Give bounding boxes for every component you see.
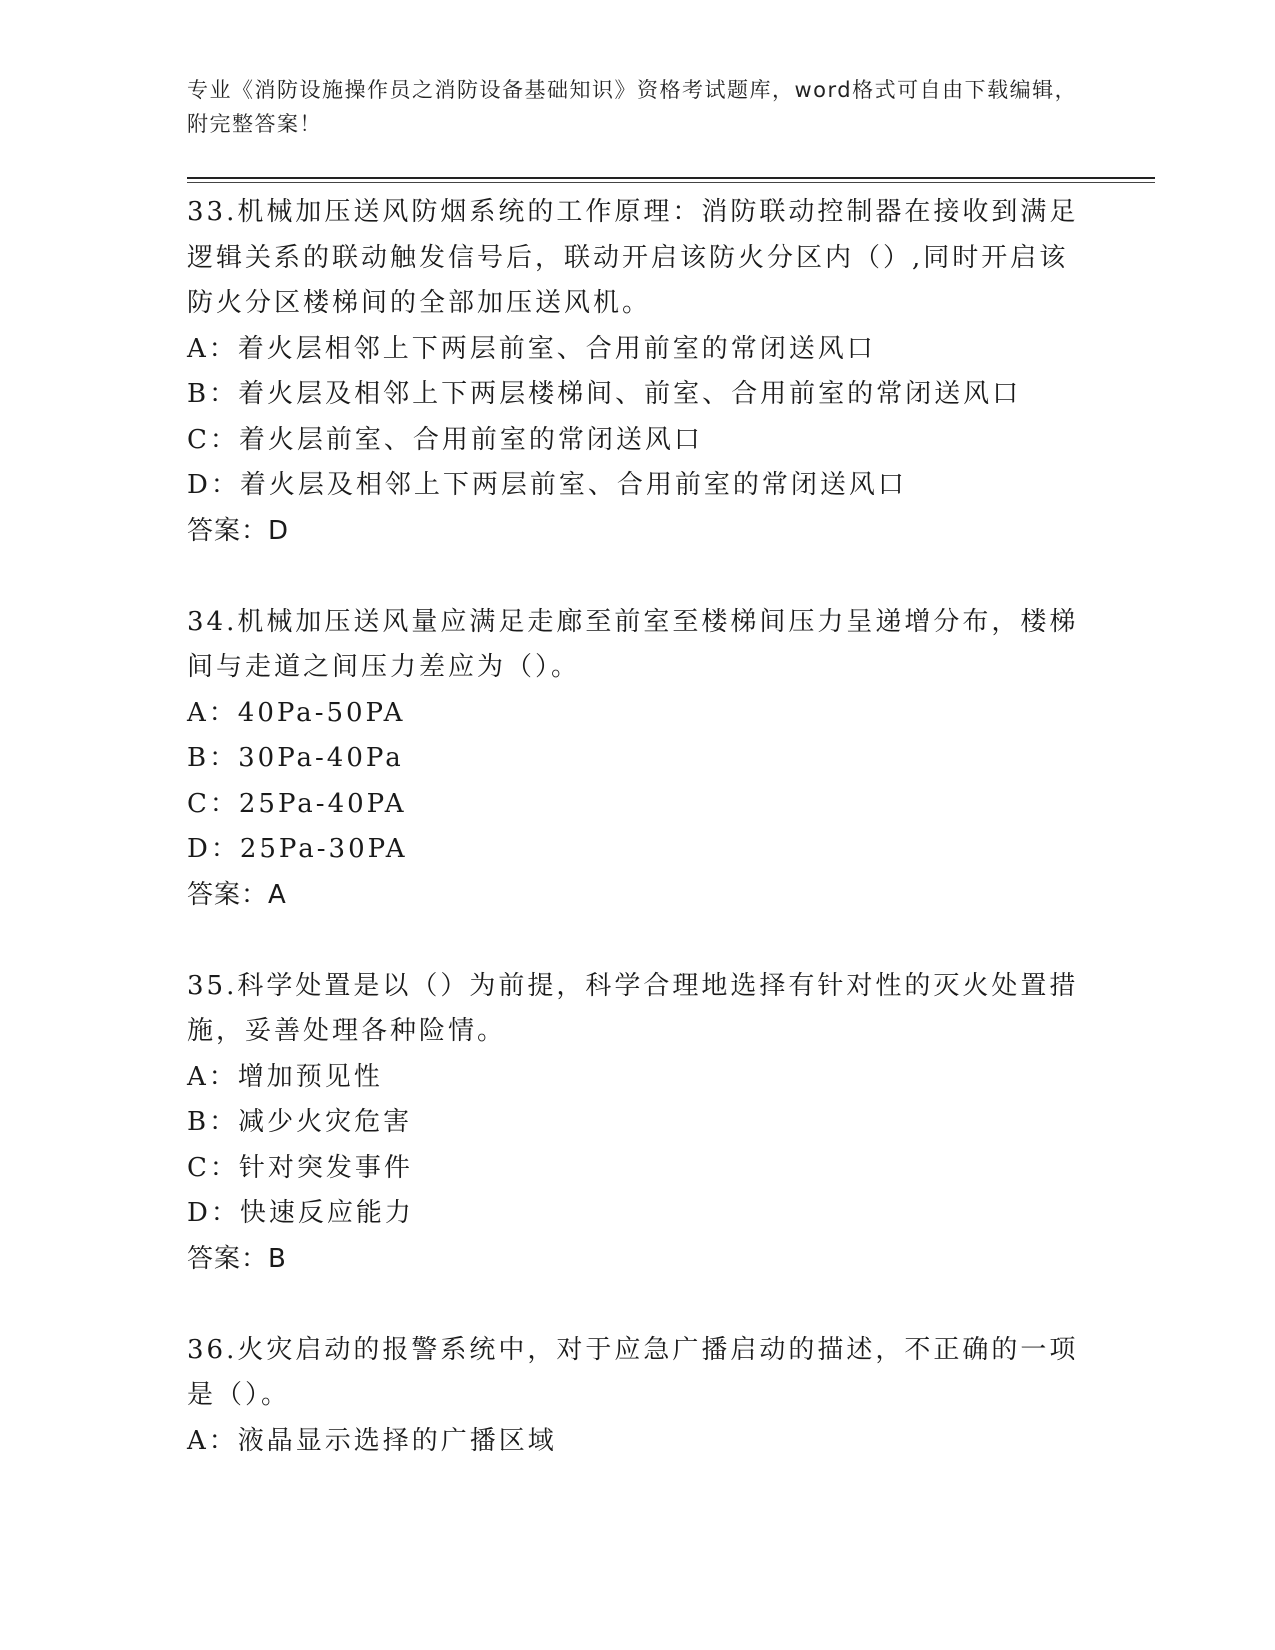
option-b: B：着火层及相邻上下两层楼梯间、前室、合用前室的常闭送风口 (187, 379, 1022, 409)
answer-line: 答案：D (187, 515, 290, 546)
option-a: A：增加预见性 (187, 1061, 383, 1092)
document-header (187, 73, 1087, 141)
header-divider-thick (187, 177, 1155, 179)
header-text: 专业《消防设施操作员之消防设备基础知识》资格考试题库，word格式可自由下载编辑，附完整答案！ (187, 78, 1078, 136)
option-a: A：液晶显示选择的广播区域 (187, 1425, 557, 1456)
spacer (187, 918, 1087, 964)
question-stem: 35.科学处置是以（）为前提，科学合理地选择有针对性的灭火处置措施，妥善处理各种险情。 (187, 970, 1079, 1046)
question-stem: 36.火灾启动的报警系统中，对于应急广播启动的描述，不正确的一项是（）。 (187, 1334, 1079, 1410)
header-divider-thin (187, 182, 1155, 183)
question-34 (187, 600, 1087, 919)
option-d: D：快速反应能力 (187, 1198, 414, 1228)
option-b: B：30Pa-40Pa (187, 743, 404, 773)
option-c: C：25Pa-40PA (187, 788, 407, 819)
option-c: C：针对突发事件 (187, 1152, 413, 1183)
answer-line: 答案：B (187, 1243, 287, 1274)
question-35 (187, 964, 1087, 1283)
option-a: A：着火层相邻上下两层前室、合用前室的常闭送风口 (187, 333, 876, 364)
question-list (187, 190, 1087, 1464)
question-36 (187, 1328, 1087, 1465)
question-33 (187, 190, 1087, 554)
question-stem: 34.机械加压送风量应满足走廊至前室至楼梯间压力呈递增分布，楼梯间与走道之间压力差应为（）。 (187, 606, 1079, 682)
option-d: D：25Pa-30PA (187, 834, 408, 864)
spacer (187, 554, 1087, 600)
spacer (187, 1282, 1087, 1328)
option-d: D：着火层及相邻上下两层前室、合用前室的常闭送风口 (187, 470, 907, 500)
option-b: B：减少火灾危害 (187, 1107, 413, 1137)
question-stem: 33.机械加压送风防烟系统的工作原理：消防联动控制器在接收到满足逻辑关系的联动触发信号后，联动开启该防火分区内（）,同时开启该防火分区楼梯间的全部加压送风机。 (187, 197, 1079, 318)
answer-line: 答案：A (187, 879, 287, 910)
option-c: C：着火层前室、合用前室的常闭送风口 (187, 424, 703, 455)
option-a: A：40Pa-50PA (187, 697, 406, 728)
